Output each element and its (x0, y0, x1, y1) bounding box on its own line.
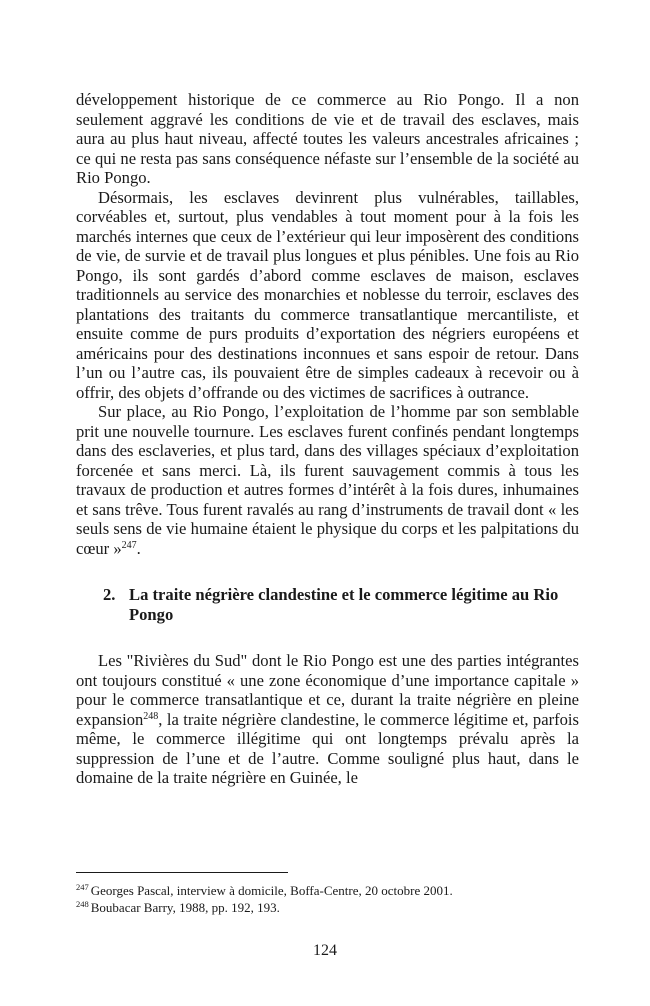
paragraph-rivieres-du-sud (76, 651, 579, 788)
paragraph-desormais: Désormais, les esclaves devinrent plus vulnérables, taillables, corvéables et, surtout, plus vendables à tout moment pour à la fois les marchés internes que ceux de l’extérieur qui leur imposèrent des conditions de vie, de survie et de travail plus longues et plus pénibles. Une fois au Rio Pongo, ils sont gardés d’abord comme esclaves de maison, esclaves traditionnels au service des monarchies et noblesse du terroir, esclaves des plantations des traitants du commerce transatlantique mercantiliste, et ensuite comme de purs produits d’exportation des négriers européens et américains pour des destinations inconnues et sans espoir de retour. Dans l’un ou l’autre cas, ils pouvaient être de simples cadeaux à recevoir ou à offrir, des objets d’offrande ou des victimes de sacrifices à outrance. (76, 187, 579, 402)
section-heading-number: 2. (103, 585, 116, 604)
paragraph-sur-place (76, 402, 579, 558)
paragraph-sur-place-end: . (136, 538, 141, 558)
footnote-248 (76, 899, 579, 916)
footnote-text: Boubacar Barry, 1988, pp. 192, 193. (90, 900, 280, 915)
page-body (76, 90, 579, 788)
footnote-number: 247 (76, 882, 89, 892)
footnote-ref-247[interactable]: 247 (121, 539, 137, 551)
footnote-247 (76, 882, 579, 899)
paragraph-sur-place-text: Sur place, au Rio Pongo, l’exploitation de l’homme par son semblable prit une nouvelle tournure. Les esclaves furent confinés pendant longtemps dans des esclaveries, et plus tard, dans des villages spéciaux d’exploitation forcenée et sans merci. Là, ils furent sauvagement commis à tous les travaux de production et autres formes d’intérêt à la fois dures, inhumaines et sans trêve. Tous furent ravalés au rang d’instruments de travail dont « les seuls sens de vie humaine étaient le physique du corps et les palpitations du cœur » (76, 402, 579, 558)
footnote-number: 248 (76, 899, 89, 909)
section-heading-text: La traite négrière clandestine et le commerce légitime au Rio Pongo (129, 585, 559, 624)
paragraph-continuation: développement historique de ce commerce au Rio Pongo. Il a non seulement aggravé les conditions de vie et de travail des esclaves, mais aura au plus haut niveau, affecté toutes les valeurs ancestrales africaines ; ce qui ne resta pas sans conséquence néfaste sur l’ensemble de la société au Rio Pongo. (76, 90, 579, 187)
paragraph-rivieres-text-2: , la traite négrière clandestine, le commerce légitime et, parfois même, le commerce illégitime qui ont longtemps prévalu après la suppression de l’une et de l’autre. Comme souligné plus haut, dans le domaine de la traite négrière en Guinée, le (76, 709, 579, 787)
footnotes (76, 882, 579, 916)
paragraph-rivieres-text-1: Les "Rivières du Sud" dont le Rio Pongo est une des parties intégrantes ont toujours constitué « une zone économique d’une importance capitale » pour le commerce transatlantique et ce, durant la traite négrière en pleine expansion (76, 651, 579, 729)
footnote-text: Georges Pascal, interview à domicile, Boffa-Centre, 20 octobre 2001. (90, 883, 453, 898)
footnote-separator (76, 872, 288, 873)
page-number: 124 (313, 942, 337, 959)
section-heading (76, 585, 579, 625)
footnote-ref-248[interactable]: 248 (143, 710, 159, 722)
